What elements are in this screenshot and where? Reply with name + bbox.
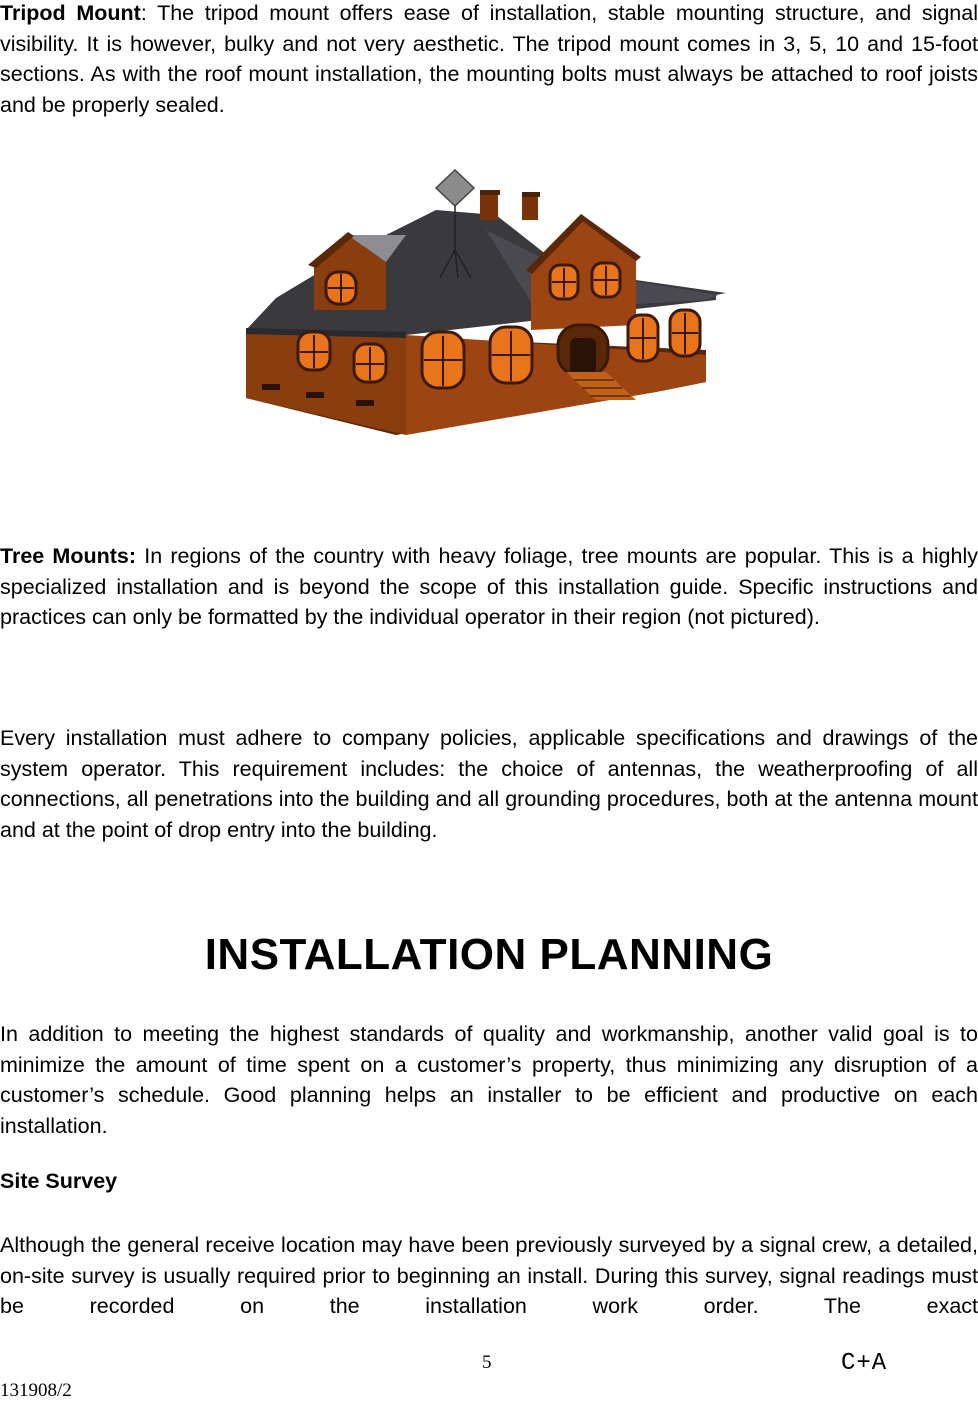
tripod-mount-label: Tripod Mount bbox=[0, 1, 141, 25]
tree-mounts-text: In regions of the country with heavy foliage, tree mounts are popular. This is a highly specialized installation and is beyond the scope of this installation guide. Specific instructions and practices can only be formatted by the individual operator in their region (not pictured). bbox=[0, 544, 978, 630]
tree-mounts-label: Tree Mounts: bbox=[0, 544, 137, 568]
page-number: 5 bbox=[482, 1352, 492, 1373]
section-title: INSTALLATION PLANNING bbox=[204, 930, 774, 979]
site-survey-heading: Site Survey bbox=[0, 1169, 118, 1193]
tripod-mount-text: : The tripod mount offers ease of installation, stable mounting structure, and signal visibility. It is however, bulky and not very aesthetic. The tripod mount comes in 3, 5, 10 and 15-foot sections. As with the roof mount installation, the mounting bolts must always be attached to roof joists and be properly sealed. bbox=[0, 1, 978, 118]
requirements-paragraph: Every installation must adhere to company policies, applicable specifications and drawings of the system operator. This requirement includes: the choice of antennas, the weatherproofing of all connections, all penetrations into the building and all grounding procedures, both at the antenna mount and at the point of drop entry into the building. bbox=[0, 726, 978, 843]
house-with-tripod-antenna-illustration bbox=[236, 160, 726, 450]
tripod-mount-paragraph bbox=[0, 0, 978, 121]
site-survey-paragraph: Although the general receive location may have been previously surveyed by a signal crew, a detailed, on-site survey is usually required prior to beginning an install. During this survey, signal readings must be recorded on the installation work order. The exact bbox=[0, 1233, 978, 1319]
document-number: 131908/2 bbox=[0, 1380, 72, 1401]
tree-mounts-paragraph bbox=[0, 541, 978, 633]
planning-intro-paragraph: In addition to meeting the highest standards of quality and workmanship, another valid goal is to minimize the amount of time spent on a customer’s property, thus minimizing any disruption of a customer’s schedule. Good planning helps an installer to be efficient and productive on each installation. bbox=[0, 1022, 978, 1139]
brand-mark: C+A bbox=[841, 1350, 888, 1377]
